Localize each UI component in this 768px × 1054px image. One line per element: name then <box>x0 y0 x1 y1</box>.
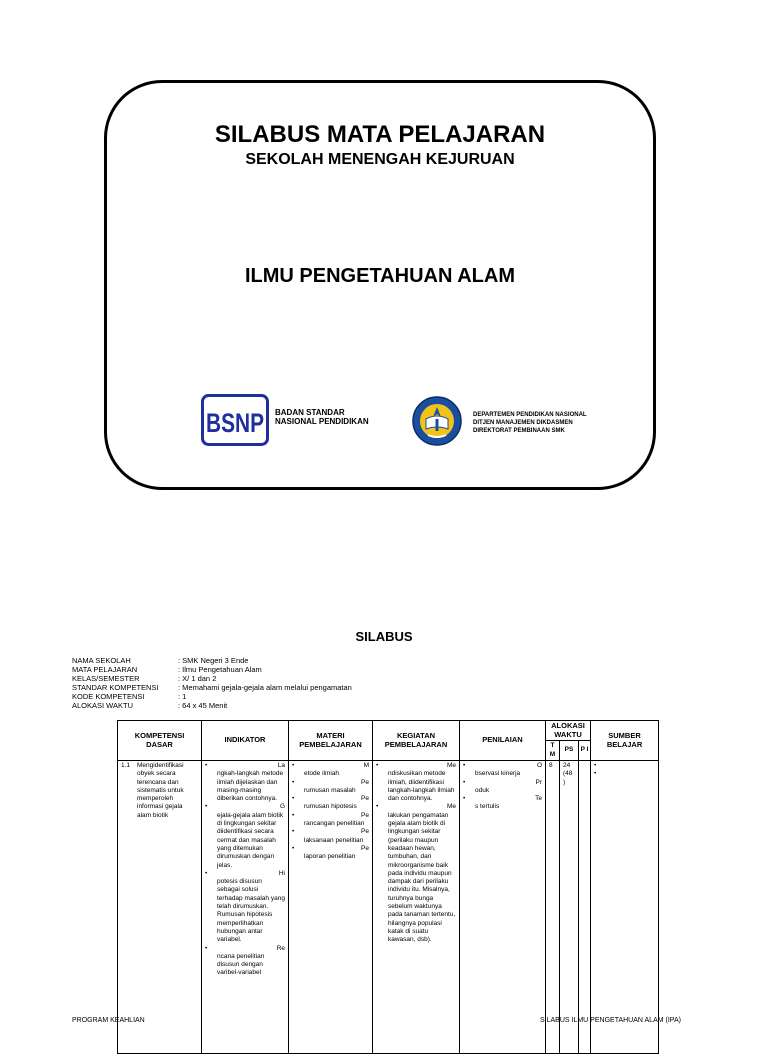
info-row <box>72 665 352 674</box>
header-ps: PS <box>560 741 579 761</box>
bsnp-caption <box>275 408 369 426</box>
item-head: Pr <box>535 778 542 786</box>
list-item <box>463 795 542 812</box>
bullet: • <box>205 944 208 952</box>
table-row <box>118 761 659 1054</box>
kd-number: 1.1 <box>121 762 131 769</box>
bullet: • <box>463 762 466 769</box>
item-text: ejala-gejala alam biotik di lingkungan sekitar diidentifikasi secara cermat dan masalah yang ditemukan dirumuskan dengan jelas. <box>217 811 284 869</box>
list-item <box>205 945 285 978</box>
item-text: ndiskusikan metode ilmiah, diidentifikasi langkah-langkah ilmiah dan contohnya. <box>388 770 455 803</box>
bsnp-logo-text: BSNP <box>206 408 264 438</box>
silabus-table <box>117 720 659 1054</box>
footer-left: PROGRAM KEAHLIAN <box>72 1017 145 1024</box>
info-label: MATA PELAJARAN <box>72 665 138 674</box>
header-kompetensi-dasar: KOMPETENSI DASAR <box>118 721 202 761</box>
info-value: : Ilmu Pengetahuan Alam <box>178 665 262 674</box>
info-row <box>72 683 352 692</box>
bullet: • <box>376 762 379 769</box>
item-head: Pe <box>361 844 369 852</box>
list-item <box>463 779 542 796</box>
item-head: Pe <box>361 811 369 819</box>
list-item <box>205 803 285 869</box>
kd-text: Mengidentifikasi obyek secara terencana dan sistematis untuk memperoleh informasi gejala alam biotik <box>137 762 184 819</box>
item-text: lakukan pengamatan gejala alam biotik di lingkungan sekitar (perilaku maupun keadaan hewan, tumbuhan, dan mikroorganisme baik pada individu maupun dampak dari perilaku individu itu. Misalnya, turuhnya bunga sebelum waktunya pada tanaman tertentu, hilangnya populasi katak di suatu kawasan, dsb). <box>388 811 456 944</box>
bullet: • <box>594 762 597 769</box>
department-line-3: DIREKTORAT PEMBINAAN SMK <box>473 428 565 434</box>
bullet: • <box>205 762 208 769</box>
item-head: G <box>279 803 285 811</box>
silabus-heading: SILABUS <box>355 629 413 644</box>
item-head: Pe <box>361 795 369 803</box>
info-label: STANDAR KOMPETENSI <box>72 683 159 692</box>
header-tm: T M <box>546 741 560 761</box>
list-item <box>292 779 369 796</box>
bsnp-line-2: NASIONAL PENDIDIKAN <box>275 417 369 426</box>
info-value: : X/ 1 dan 2 <box>178 674 217 683</box>
cover-subtitle: SEKOLAH MENENGAH KEJURUAN <box>245 151 515 168</box>
item-head: Re <box>276 944 285 952</box>
item-text: bservasi kinerja <box>475 770 521 778</box>
info-row <box>72 674 352 683</box>
header-indikator: INDIKATOR <box>202 721 289 761</box>
info-label: KELAS/SEMESTER <box>72 674 140 683</box>
item-head: Pe <box>361 828 369 836</box>
bullet: • <box>463 778 466 786</box>
silabus-info <box>72 656 352 710</box>
bullet: • <box>594 770 597 778</box>
list-item <box>376 762 456 803</box>
list-item <box>292 812 369 829</box>
list-item <box>292 795 369 812</box>
cell-penilaian <box>460 761 546 1054</box>
bsnp-logo <box>201 394 269 446</box>
list-item <box>292 828 369 845</box>
header-materi: MATERI PEMBELAJARAN <box>289 721 373 761</box>
bullet: • <box>205 869 208 877</box>
item-text: s tertulis <box>475 803 500 811</box>
bullet: • <box>292 795 295 803</box>
department-line-1: DEPARTEMEN PENDIDIKAN NASIONAL <box>473 412 587 418</box>
item-text: potesis disusun sebagai solusi terhadap masalah yang telah dirumuskan. Rumusan hipotesis memperlihatkan hubungan antar variabel. <box>217 878 285 944</box>
header-pi: P I <box>579 741 591 761</box>
item-text: ncana penelitian disusun dengan varibel-variabel <box>217 952 265 977</box>
item-text: laksanaan penelitian <box>304 836 364 844</box>
item-head: Me <box>446 803 456 811</box>
header-kegiatan: KEGIATAN PEMBELAJARAN <box>373 721 460 761</box>
bsnp-line-1: BADAN STANDAR <box>275 408 345 417</box>
item-head: M <box>363 762 369 769</box>
info-value: : SMK Negeri 3 Ende <box>178 656 249 665</box>
cover-title: SILABUS MATA PELAJARAN <box>214 121 546 148</box>
item-text: rancangan penelitian <box>304 820 365 828</box>
bullet: • <box>292 811 295 819</box>
item-text: etode ilmiah <box>304 770 340 778</box>
info-row <box>72 656 352 665</box>
header-alokasi-waktu: ALOKASI WAKTU <box>546 721 591 741</box>
cell-tm: 8 <box>546 761 560 1054</box>
item-text: ngkah-langkah metode ilmiah dijelaskan dan masing-masing diberikan contohnya. <box>217 770 284 803</box>
info-label: NAMA SEKOLAH <box>72 656 131 665</box>
item-head: Hi <box>278 869 285 877</box>
list-item <box>463 762 542 779</box>
item-text: rumusan hipotesis <box>304 803 357 811</box>
list-item <box>205 870 285 945</box>
cell-indikator <box>202 761 289 1054</box>
info-row <box>72 692 352 701</box>
item-text: laporan penelitian <box>304 853 356 861</box>
department-line-2: DITJEN MANAJEMEN DIKDASMEN <box>473 420 573 426</box>
bullet: • <box>292 844 295 852</box>
tut-wuri-handayani-emblem <box>412 395 462 447</box>
item-head: Me <box>446 762 456 769</box>
info-value: : Memahami gejala-gejala alam melalui pengamatan <box>178 683 352 692</box>
cover-subject: ILMU PENGETAHUAN ALAM <box>245 265 515 287</box>
item-head: La <box>277 762 285 769</box>
cell-kompetensi-dasar <box>118 761 202 1054</box>
bullet: • <box>292 778 295 786</box>
bullet: • <box>292 762 295 769</box>
info-value: : 1 <box>178 692 187 701</box>
list-item <box>292 845 369 862</box>
cell-pi <box>579 761 591 1054</box>
footer-right: SILABUS ILMU PENGETAHUAN ALAM (IPA) <box>540 1017 681 1024</box>
cover-frame <box>104 80 656 490</box>
bullet: • <box>463 795 466 803</box>
bullet: • <box>205 803 208 811</box>
item-head: Pe <box>361 778 369 786</box>
item-head: Te <box>535 795 542 803</box>
header-sumber-belajar: SUMBER BELAJAR <box>591 721 659 761</box>
list-item <box>205 762 285 803</box>
info-label: KODE KOMPETENSI <box>72 692 145 701</box>
cell-ps: 24 (48 ) <box>560 761 579 1054</box>
info-row <box>72 701 352 710</box>
info-value: : 64 x 45 Menit <box>178 701 228 710</box>
item-text: oduk <box>475 786 490 794</box>
item-text: rumusan masalah <box>304 786 356 794</box>
item-head: O <box>536 762 542 769</box>
list-item <box>376 803 456 944</box>
cell-sumber-belajar <box>591 761 659 1054</box>
department-caption <box>473 411 587 435</box>
cell-kegiatan <box>373 761 460 1054</box>
cell-materi <box>289 761 373 1054</box>
info-label: ALOKASI WAKTU <box>72 701 133 710</box>
header-penilaian: PENILAIAN <box>460 721 546 761</box>
bullet: • <box>376 803 379 811</box>
bullet: • <box>292 828 295 836</box>
list-item <box>292 762 369 779</box>
